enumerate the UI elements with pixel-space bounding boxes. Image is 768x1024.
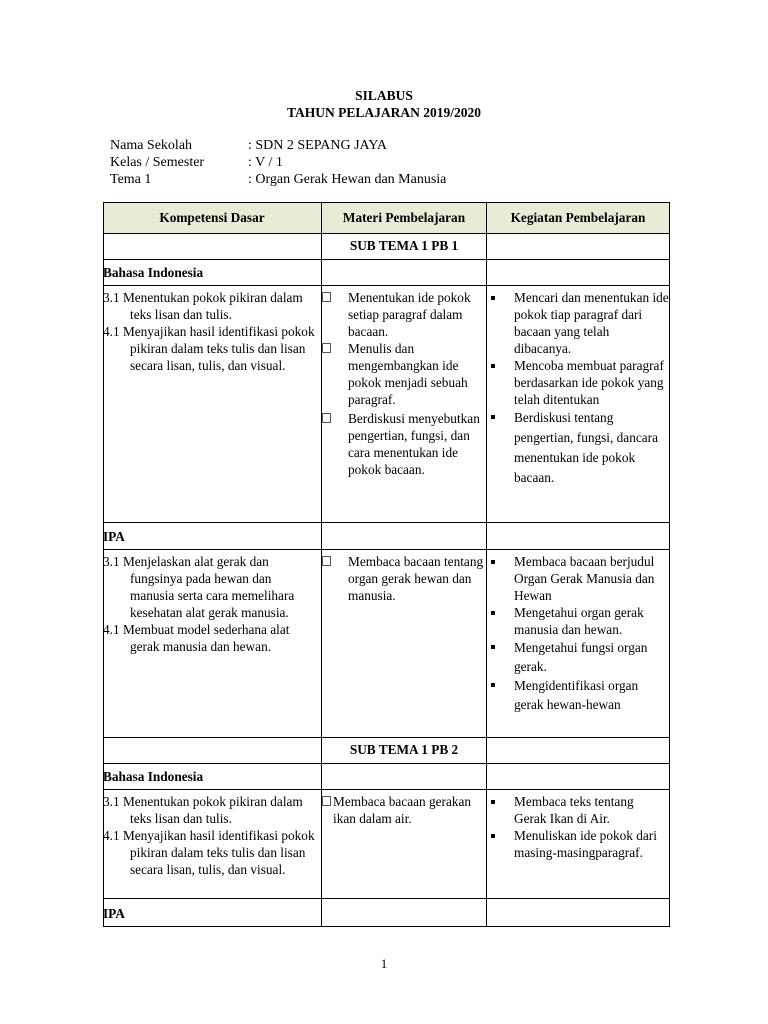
kompetensi-cell xyxy=(103,289,317,374)
theme-value: : Organ Gerak Hewan dan Manusia xyxy=(248,172,447,187)
kegiatan-item: Menuliskan ide pokok dari masing-masingparagraf. xyxy=(487,827,669,861)
document-subtitle: TAHUN PELAJARAN 2019/2020 xyxy=(286,105,481,120)
kegiatan-item: Mengetahui fungsi organ gerak. xyxy=(487,638,669,676)
bullet-icon xyxy=(491,800,495,804)
kegiatan-item: Mengetahui organ gerak manusia dan hewan. xyxy=(487,604,669,638)
table-border xyxy=(103,259,670,260)
subject-heading-bahasa: Bahasa Indonesia xyxy=(103,265,204,280)
class-label: Kelas / Semester xyxy=(110,155,205,170)
school-info-row xyxy=(110,137,387,154)
bullet-icon xyxy=(491,611,495,615)
checkbox-icon xyxy=(322,556,331,566)
kegiatan-cell xyxy=(487,289,669,488)
kd-item: 3.1 Menentukan pokok pikiran dalam teks lisan dan tulis. xyxy=(103,794,303,826)
kompetensi-cell xyxy=(103,793,317,878)
kd-item: 4.1 Menyajikan hasil identifikasi pokok pikiran dalam teks tulis dan lisan secara lisan, tulis, dan visual. xyxy=(103,828,315,877)
kd-item: 4.1 Menyajikan hasil identifikasi pokok pikiran dalam teks tulis dan lisan secara lisan, tulis, dan visual. xyxy=(103,324,315,373)
column-header-materi: Materi Pembelajaran xyxy=(342,210,466,225)
subject-heading-ipa: IPA xyxy=(103,906,125,921)
materi-item: Berdiskusi menyebutkan pengertian, fungsi, dan cara menentukan ide pokok bacaan. xyxy=(322,410,484,478)
materi-item: Menentukan ide pokok setiap paragraf dalam bacaan. xyxy=(322,289,484,340)
table-border xyxy=(103,737,670,738)
kompetensi-cell xyxy=(103,553,319,655)
bullet-icon xyxy=(491,415,495,419)
materi-item: Membaca bacaan gerakan ikan dalam air. xyxy=(322,793,484,827)
checkbox-icon xyxy=(322,343,331,353)
bullet-icon xyxy=(491,560,495,564)
subject-heading-bahasa: Bahasa Indonesia xyxy=(103,769,204,784)
kd-item: 4.1 Membuat model sederhana alat gerak manusia dan hewan. xyxy=(103,622,290,654)
school-value: : SDN 2 SEPANG JAYA xyxy=(248,138,388,153)
kd-item: 3.1 Menentukan pokok pikiran dalam teks lisan dan tulis. xyxy=(103,290,303,322)
table-border xyxy=(103,789,670,790)
kegiatan-item: Membaca bacaan berjudul Organ Gerak Manusia dan Hewan xyxy=(487,553,669,604)
table-border xyxy=(103,285,670,286)
checkbox-icon xyxy=(322,413,331,423)
table-border xyxy=(669,202,670,927)
kegiatan-item: Membaca teks tentang Gerak Ikan di Air. xyxy=(487,793,669,827)
table-border xyxy=(103,549,670,550)
bullet-icon xyxy=(491,645,495,649)
materi-item: Membaca bacaan tentang organ gerak hewan dan manusia. xyxy=(322,553,484,604)
materi-cell xyxy=(322,553,484,604)
materi-item: Menulis dan mengembangkan ide pokok menjadi sebuah paragraf. xyxy=(322,340,484,408)
class-value: : V / 1 xyxy=(248,155,283,170)
materi-cell xyxy=(322,793,484,827)
kd-item: 3.1 Menjelaskan alat gerak dan fungsinya pada hewan dan manusia serta cara memelihara kesehatan alat gerak manusia. xyxy=(103,554,295,620)
bullet-icon xyxy=(491,683,495,687)
table-border xyxy=(103,926,670,927)
column-header-kegiatan: Kegiatan Pembelajaran xyxy=(510,210,646,225)
kegiatan-cell xyxy=(487,553,669,714)
kegiatan-item: Berdiskusi tentang pengertian, fungsi, dancara menentukan ide pokok bacaan. xyxy=(487,408,669,488)
sub-theme-heading: SUB TEMA 1 PB 1 xyxy=(349,238,459,253)
syllabus-table xyxy=(103,202,670,927)
subject-heading-ipa: IPA xyxy=(103,529,125,544)
kegiatan-item: Mengidentifikasi organ gerak hewan-hewan xyxy=(487,676,669,714)
kegiatan-cell xyxy=(487,793,669,861)
table-border xyxy=(103,233,670,234)
table-border xyxy=(103,202,670,203)
checkbox-icon xyxy=(322,292,331,302)
kegiatan-item: Mencoba membuat paragraf berdasarkan ide pokok yang telah ditentukan xyxy=(487,357,669,408)
bullet-icon xyxy=(491,364,495,368)
materi-cell xyxy=(322,289,484,478)
kegiatan-item: Mencari dan menentukan ide pokok tiap paragraf dari bacaan yang telah dibacanya. xyxy=(487,289,669,357)
document-title: SILABUS xyxy=(355,88,413,103)
checkbox-icon xyxy=(322,796,331,806)
page-number: 1 xyxy=(380,956,388,971)
table-border xyxy=(103,898,670,899)
bullet-icon xyxy=(491,834,495,838)
theme-label: Tema 1 xyxy=(110,172,152,187)
table-border xyxy=(103,522,670,523)
class-info-row xyxy=(110,154,283,171)
sub-theme-heading: SUB TEMA 1 PB 2 xyxy=(349,742,459,757)
theme-info-row xyxy=(110,171,446,188)
table-border xyxy=(103,763,670,764)
column-header-kompetensi: Kompetensi Dasar xyxy=(159,210,265,225)
bullet-icon xyxy=(491,296,495,300)
school-label: Nama Sekolah xyxy=(110,138,193,153)
